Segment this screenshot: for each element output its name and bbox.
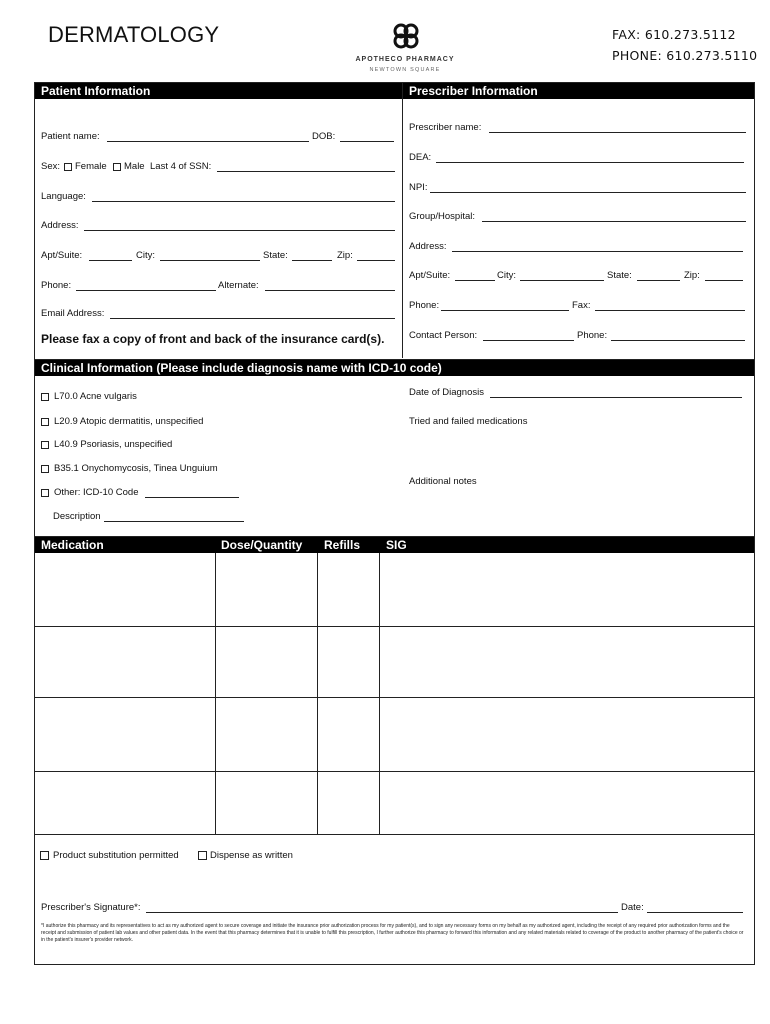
other-icd-field[interactable] (145, 497, 239, 498)
col-divider-refills (317, 553, 318, 835)
prescriber-state-label: State: (607, 270, 632, 281)
other-icd-label: Other: ICD-10 Code (54, 487, 139, 498)
dob-label: DOB: (312, 131, 336, 142)
patient-name-field[interactable] (107, 141, 309, 142)
female-label: Female (75, 161, 107, 172)
patient-prescriber-frame (34, 82, 755, 365)
diagnosis-date-label: Date of Diagnosis (409, 387, 484, 398)
col-divider-sig (379, 553, 380, 835)
description-field[interactable] (104, 521, 244, 522)
prescriber-info-heading: Prescriber Information (403, 83, 754, 99)
contact-phone-label: Phone: (577, 330, 608, 341)
patient-apt-field[interactable] (89, 260, 132, 261)
dob-field[interactable] (340, 141, 394, 142)
patient-address-label: Address: (41, 220, 79, 231)
email-field[interactable] (110, 318, 395, 319)
acne-option-label: L70.0 Acne vulgaris (54, 391, 137, 402)
insurance-note: Please fax a copy of front and back of the insurance card(s). (41, 332, 385, 346)
signature-field[interactable] (146, 912, 618, 913)
psoriasis-checkbox[interactable] (41, 441, 49, 449)
substitution-label: Product substitution permitted (53, 850, 179, 861)
patient-name-label: Patient name: (41, 131, 100, 142)
table-row-divider (34, 771, 755, 772)
table-row-divider (34, 626, 755, 627)
prescriber-phone-label: Phone: (409, 300, 440, 311)
prescriber-state-field[interactable] (637, 280, 680, 281)
substitution-checkbox[interactable] (40, 851, 49, 860)
patient-phone-label: Phone: (41, 280, 72, 291)
ssn-field[interactable] (217, 171, 395, 172)
prescriber-zip-label: Zip: (684, 270, 700, 281)
logo-subtitle: NEWTOWN SQUARE (369, 67, 441, 73)
patient-phone-field[interactable] (76, 290, 216, 291)
patient-state-field[interactable] (292, 260, 332, 261)
patient-zip-field[interactable] (357, 260, 395, 261)
patient-address-field[interactable] (84, 230, 395, 231)
other-icd-checkbox[interactable] (41, 489, 49, 497)
contact-person-label: Contact Person: (409, 330, 478, 341)
prescriber-name-field[interactable] (489, 132, 746, 133)
signature-date-field[interactable] (647, 912, 743, 913)
patient-info-heading: Patient Information (35, 83, 402, 99)
patient-state-label: State: (263, 250, 288, 261)
authorization-disclaimer: *I authorize this pharmacy and its representatives to act as my authorized agent to secure coverage and initiate the insurance prior authorization process for my patient(s), and to sign any necessary forms on my behalf as my authorized agent, including the receipt of any required prior authorization forms and the receipt and submission of patient lab values and other patient data. In the event that this pharmacy determines that it is unable to fulfill this prescription, I further authorize this pharmacy to forward this information and any related materials related to coverage of the product to another pharmacy of the patient's choice or in the patient's insurer's provider network. (41, 923, 744, 943)
alternate-phone-label: Alternate: (218, 280, 259, 291)
sex-label: Sex: (41, 161, 61, 172)
diagnosis-date-field[interactable] (490, 397, 742, 398)
pharmacy-logo-icon (392, 22, 420, 50)
prescriber-fax-field[interactable] (595, 310, 745, 311)
prescriber-apt-field[interactable] (455, 280, 495, 281)
group-label: Group/Hospital: (409, 211, 476, 222)
npi-field[interactable] (430, 192, 746, 193)
dea-label: DEA: (409, 152, 432, 163)
prescriber-zip-field[interactable] (705, 280, 743, 281)
clinical-info-heading: Clinical Information (Please include diagnosis name with ICD-10 code) (35, 360, 754, 376)
prescriber-fax-label: Fax: (572, 300, 591, 311)
atopic-dermatitis-checkbox[interactable] (41, 418, 49, 426)
table-row-divider (34, 697, 755, 698)
prescriber-city-label: City: (497, 270, 516, 281)
language-field[interactable] (92, 201, 395, 202)
male-label: Male (124, 161, 145, 172)
npi-label: NPI: (409, 182, 428, 193)
atopic-dermatitis-label: L20.9 Atopic dermatitis, unspecified (54, 416, 204, 427)
dispense-as-written-label: Dispense as written (210, 850, 293, 861)
prescriber-address-label: Address: (409, 241, 447, 252)
col-medication: Medication (41, 538, 104, 552)
page-title: DERMATOLOGY (48, 22, 220, 47)
language-label: Language: (41, 191, 86, 202)
section-divider (402, 82, 403, 358)
patient-city-label: City: (136, 250, 155, 261)
tried-medications-label: Tried and failed medications (409, 416, 528, 427)
logo-name: APOTHECO PHARMACY (355, 56, 455, 63)
col-refills: Refills (324, 538, 361, 552)
patient-apt-label: Apt/Suite: (41, 250, 83, 261)
prescriber-address-field[interactable] (452, 251, 743, 252)
onychomycosis-checkbox[interactable] (41, 465, 49, 473)
col-sig: SIG (386, 538, 407, 552)
phone-number: PHONE: 610.273.5110 (612, 48, 758, 63)
medication-table-header (35, 537, 754, 553)
email-label: Email Address: (41, 308, 105, 319)
acne-checkbox[interactable] (41, 393, 49, 401)
prescriber-name-label: Prescriber name: (409, 122, 482, 133)
additional-notes-label: Additional notes (409, 476, 477, 487)
psoriasis-label: L40.9 Psoriasis, unspecified (54, 439, 173, 450)
contact-person-field[interactable] (483, 340, 574, 341)
medication-table (34, 536, 755, 835)
male-checkbox[interactable] (113, 163, 121, 171)
contact-phone-field[interactable] (611, 340, 745, 341)
dispense-as-written-checkbox[interactable] (198, 851, 207, 860)
dea-field[interactable] (436, 162, 744, 163)
description-label: Description (53, 511, 101, 522)
prescriber-apt-label: Apt/Suite: (409, 270, 451, 281)
patient-zip-label: Zip: (337, 250, 353, 261)
alternate-phone-field[interactable] (265, 290, 395, 291)
signature-label: Prescriber's Signature*: (41, 902, 141, 913)
signature-date-label: Date: (621, 902, 644, 913)
fax-number: FAX: 610.273.5112 (612, 27, 736, 42)
prescriber-city-field[interactable] (520, 280, 604, 281)
col-dose-quantity: Dose/Quantity (221, 538, 303, 552)
ssn-label: Last 4 of SSN: (150, 161, 212, 172)
col-divider-dose (215, 553, 216, 835)
onychomycosis-label: B35.1 Onychomycosis, Tinea Unguium (54, 463, 218, 474)
prescriber-phone-field[interactable] (441, 310, 569, 311)
patient-city-field[interactable] (160, 260, 260, 261)
female-checkbox[interactable] (64, 163, 72, 171)
group-field[interactable] (482, 221, 746, 222)
